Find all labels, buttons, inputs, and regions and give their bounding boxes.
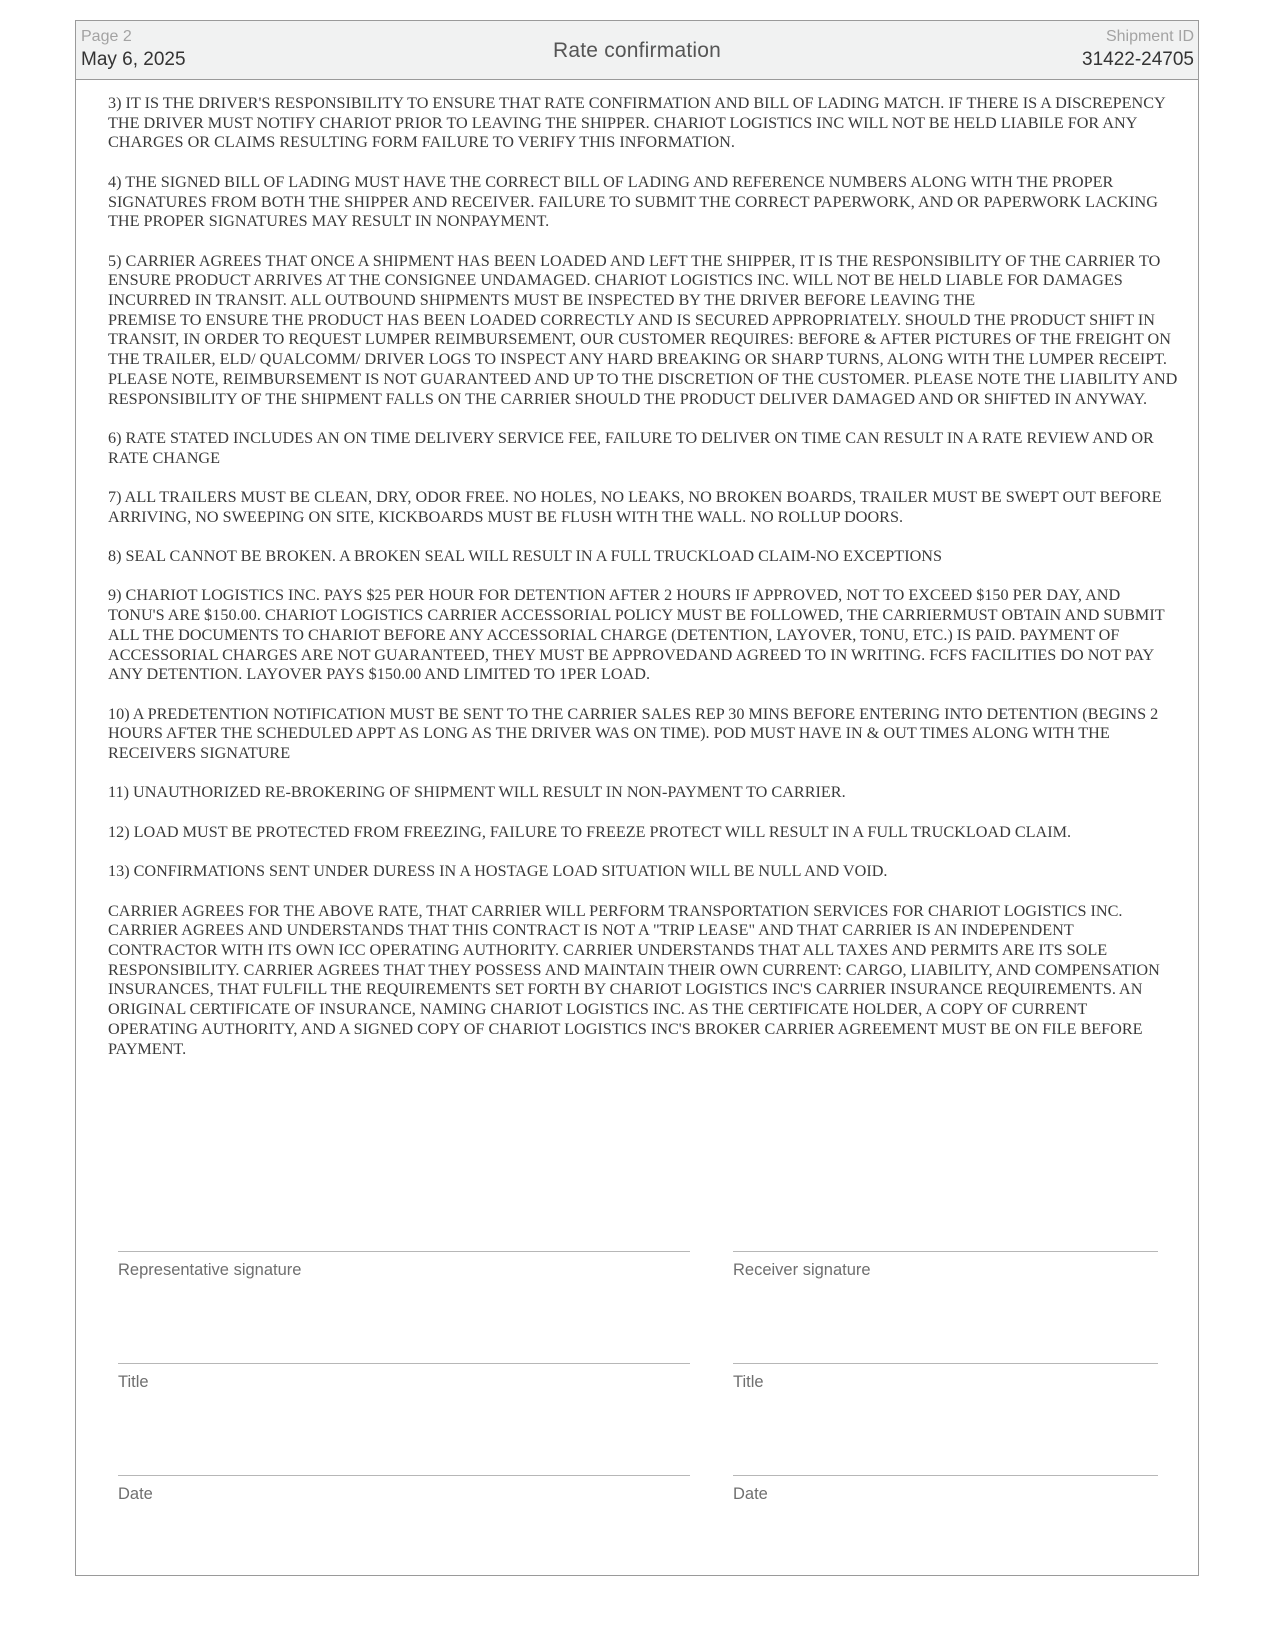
term-12: 12) LOAD MUST BE PROTECTED FROM FREEZING, FAILURE TO FREEZE PROTECT WILL RESULT IN A FULL TRUCKLOAD CLAIM. bbox=[108, 822, 1072, 841]
term-6: 6) RATE STATED INCLUDES AN ON TIME DELIVERY SERVICE FEE, FAILURE TO DELIVER ON TIME CAN RESULT IN A RATE REVIEW AND OR RATE CHANGE bbox=[108, 428, 1154, 467]
term-9: 9) CHARIOT LOGISTICS INC. PAYS $25 PER HOUR FOR DETENTION AFTER 2 HOURS IF APPROVED, NOT TO EXCEED $150 PER DAY, AND TONU'S ARE $150.00. CHARIOT LOGISTICS CARRIER ACCESSORIAL POLICY MUST BE FOLLOWED, THE CARRIERMUST OBTAIN AND SUBMIT ALL THE DOCUMENTS TO CHARIOT BEFORE ANY ACCESSORIAL CHARGE (DETENTION, LAYOVER, TONU, ETC.) IS PAID. PAYMENT OF ACCESSORIAL CHARGES ARE NOT GUARANTEED, THEY MUST BE APPROVEDAND AGREED TO IN WRITING. FCFS FACILITIES DO NOT PAY ANY DETENTION. LAYOVER PAYS $150.00 AND LIMITED TO 1PER LOAD. bbox=[108, 586, 1165, 684]
receiver-title-label: Title bbox=[733, 1373, 764, 1391]
receiver-date-line[interactable] bbox=[733, 1475, 1158, 1476]
page-header bbox=[76, 21, 1198, 80]
term-5-part-2: PREMISE TO ENSURE THE PRODUCT HAS BEEN LOADED CORRECTLY AND IS SECURED APPROPRIATELY. SHOULD THE PRODUCT SHIFT IN TRANSIT, IN ORDER TO REQUEST LUMPER REIMBURSEMENT, OUR CUSTOMER REQUIRES: BEFORE & AFTER PICTURES OF THE FREIGHT ON THE TRAILER, ELD/ QUALCOMM/ DRIVER LOGS TO INSPECT ANY HARD BREAKING OR SHARP TURNS, ALONG WITH THE LUMPER RECEIPT. PLEASE NOTE, REIMBURSEMENT IS NOT GUARANTEED AND UP TO THE DISCRETION OF THE CUSTOMER. PLEASE NOTE THE LIABILITY AND RESPONSIBILITY OF THE SHIPMENT FALLS ON THE CARRIER SHOULD THE PRODUCT DELIVER DAMAGED AND OR SHIFTED IN ANYWAY. bbox=[108, 310, 1178, 408]
shipment-id: 31422-24705 bbox=[1082, 49, 1194, 70]
term-3: 3) IT IS THE DRIVER'S RESPONSIBILITY TO ENSURE THAT RATE CONFIRMATION AND BILL OF LADING MATCH. IF THERE IS A DISCREPENCY THE DRIVER MUST NOTIFY CHARIOT PRIOR TO LEAVING THE SHIPPER. CHARIOT LOGISTICS INC WILL NOT BE HELD LIABILE FOR ANY CHARGES OR CLAIMS RESULTING FORM FAILURE TO VERIFY THIS INFORMATION. bbox=[108, 94, 1166, 152]
term-8: 8) SEAL CANNOT BE BROKEN. A BROKEN SEAL WILL RESULT IN A FULL TRUCKLOAD CLAIM-NO EXCEPTIONS bbox=[108, 547, 942, 566]
term-5 bbox=[108, 252, 1178, 410]
term-13: 13) CONFIRMATIONS SENT UNDER DURESS IN A HOSTAGE LOAD SITUATION WILL BE NULL AND VOID. bbox=[108, 862, 888, 881]
rep-title-line[interactable] bbox=[118, 1363, 690, 1364]
page-number: Page 2 bbox=[81, 28, 132, 45]
shipment-id-label: Shipment ID bbox=[1105, 28, 1194, 45]
header-right bbox=[1082, 27, 1194, 73]
term-5-part-1: 5) CARRIER AGREES THAT ONCE A SHIPMENT HAS BEEN LOADED AND LEFT THE SHIPPER, IT IS THE RESPONSIBILITY OF THE CARRIER TO ENSURE PRODUCT ARRIVES AT THE CONSIGNEE UNDAMAGED. CHARIOT LOGISTICS INC. WILL NOT BE HELD LIABLE FOR DAMAGES INCURRED IN TRANSIT. ALL OUTBOUND SHIPMENTS MUST BE INSPECTED BY THE DRIVER BEFORE LEAVING THE bbox=[108, 251, 1161, 309]
carrier-agreement: CARRIER AGREES FOR THE ABOVE RATE, THAT CARRIER WILL PERFORM TRANSPORTATION SERVICES FOR CHARIOT LOGISTICS INC. CARRIER AGREES AND UNDERSTANDS THAT THIS CONTRACT IS NOT A "TRIP LEASE" AND THAT CARRIER IS AN INDEPENDENT CONTRACTOR WITH ITS OWN ICC OPERATING AUTHORITY. CARRIER UNDERSTANDS THAT ALL TAXES AND PERMITS ARE ITS SOLE RESPONSIBILITY. CARRIER AGREES THAT THEY POSSESS AND MAINTAIN THEIR OWN CURRENT: CARGO, LIABILITY, AND COMPENSATION INSURANCES, THAT FULFILL THE REQUIREMENTS SET FORTH BY CHARIOT LOGISTICS INC'S CARRIER INSURANCE REQUIREMENTS. AN ORIGINAL CERTIFICATE OF INSURANCE, NAMING CHARIOT LOGISTICS INC. AS THE CERTIFICATE HOLDER, A COPY OF CURRENT OPERATING AUTHORITY, AND A SIGNED COPY OF CHARIOT LOGISTICS INC'S BROKER CARRIER AGREEMENT MUST BE ON FILE BEFORE PAYMENT. bbox=[108, 901, 1160, 1058]
term-7: 7) ALL TRAILERS MUST BE CLEAN, DRY, ODOR FREE. NO HOLES, NO LEAKS, NO BROKEN BOARDS, TRAILER MUST BE SWEPT OUT BEFORE ARRIVING, NO SWEEPING ON SITE, KICKBOARDS MUST BE FLUSH WITH THE WALL. NO ROLLUP DOORS. bbox=[108, 488, 1162, 526]
terms-section bbox=[108, 94, 1178, 1079]
document-page bbox=[75, 20, 1199, 1576]
rep-date-line[interactable] bbox=[118, 1475, 690, 1476]
receiver-signature-label: Receiver signature bbox=[733, 1261, 871, 1279]
rep-title-label: Title bbox=[118, 1373, 149, 1391]
receiver-title-line[interactable] bbox=[733, 1363, 1158, 1364]
term-4: 4) THE SIGNED BILL OF LADING MUST HAVE THE CORRECT BILL OF LADING AND REFERENCE NUMBERS ALONG WITH THE PROPER SIGNATURES FROM BOTH THE SHIPPER AND RECEIVER. FAILURE TO SUBMIT THE CORRECT PAPERWORK, AND OR PAPERWORK LACKING THE PROPER SIGNATURES MAY RESULT IN NONPAYMENT. bbox=[108, 172, 1158, 231]
document-date: May 6, 2025 bbox=[81, 49, 186, 70]
document-title: Rate confirmation bbox=[553, 39, 721, 62]
term-11: 11) UNAUTHORIZED RE-BROKERING OF SHIPMENT WILL RESULT IN NON-PAYMENT TO CARRIER. bbox=[108, 783, 846, 802]
receiver-date-label: Date bbox=[733, 1485, 768, 1503]
rep-signature-label: Representative signature bbox=[118, 1261, 302, 1279]
rep-date-label: Date bbox=[118, 1485, 153, 1503]
receiver-signature-line[interactable] bbox=[733, 1251, 1158, 1252]
term-10: 10) A PREDETENTION NOTIFICATION MUST BE SENT TO THE CARRIER SALES REP 30 MINS BEFORE ENTERING INTO DETENTION (BEGINS 2 HOURS AFTER THE SCHEDULED APPT AS LONG AS THE DRIVER WAS ON TIME). POD MUST HAVE IN & OUT TIMES ALONG WITH THE RECEIVERS SIGNATURE bbox=[108, 704, 1159, 763]
rep-signature-line[interactable] bbox=[118, 1251, 690, 1252]
